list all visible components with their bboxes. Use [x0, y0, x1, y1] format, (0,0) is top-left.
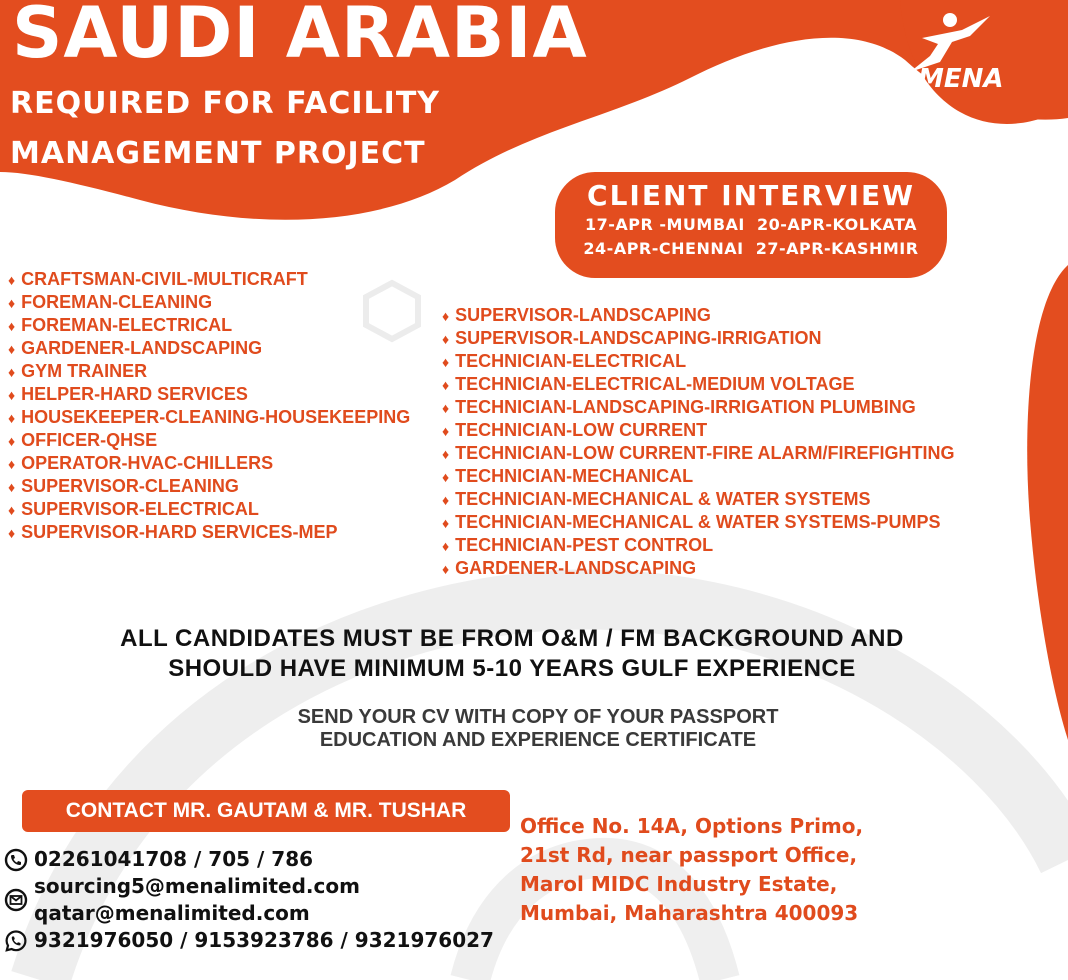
- job-title: SUPERVISOR-HARD SERVICES-MEP: [21, 522, 338, 542]
- email-icon: [4, 888, 28, 912]
- job-item: [442, 373, 954, 396]
- diamond-bullet-icon: ♦: [442, 308, 450, 324]
- whatsapp-icon: [4, 929, 28, 953]
- job-item: [8, 383, 410, 406]
- job-title: HOUSEKEEPER-CLEANING-HOUSEKEEPING: [21, 407, 411, 427]
- requirement-line-2: SHOULD HAVE MINIMUM 5-10 YEARS GULF EXPERIENCE: [168, 655, 856, 682]
- job-item: [8, 291, 410, 314]
- diamond-bullet-icon: ♦: [8, 318, 16, 334]
- job-title: TECHNICIAN-LANDSCAPING-IRRIGATION PLUMBING: [455, 397, 916, 417]
- address-line-4: Mumbai, Maharashtra 400093: [520, 901, 859, 925]
- diamond-bullet-icon: ♦: [8, 525, 16, 541]
- requirement-text: [0, 624, 1024, 684]
- job-title: GYM TRAINER: [21, 361, 148, 381]
- diamond-bullet-icon: ♦: [8, 272, 16, 288]
- diamond-bullet-icon: ♦: [8, 387, 16, 403]
- interview-dates-line-1: 17-APR -MUMBAI 20-APR-KOLKATA: [584, 215, 918, 234]
- diamond-bullet-icon: ♦: [8, 410, 16, 426]
- right-side-arc: [1027, 265, 1068, 740]
- job-item: [442, 304, 954, 327]
- job-title: OFFICER-QHSE: [21, 430, 158, 450]
- diamond-bullet-icon: ♦: [8, 456, 16, 472]
- job-title: SUPERVISOR-LANDSCAPING-IRRIGATION: [455, 328, 822, 348]
- phone-icon: [4, 848, 28, 872]
- job-item: [442, 465, 954, 488]
- diamond-bullet-icon: ♦: [8, 433, 16, 449]
- job-title: SUPERVISOR-CLEANING: [21, 476, 239, 496]
- job-item: [442, 327, 954, 350]
- job-item: [8, 268, 410, 291]
- job-title: SUPERVISOR-ELECTRICAL: [21, 499, 259, 519]
- job-item: [8, 521, 410, 544]
- job-item: [442, 534, 954, 557]
- job-title: FOREMAN-CLEANING: [21, 292, 213, 312]
- diamond-bullet-icon: ♦: [442, 538, 450, 554]
- job-title: TECHNICIAN-MECHANICAL: [455, 466, 694, 486]
- address-line-1: Office No. 14A, Options Primo,: [520, 814, 864, 838]
- job-item: [442, 557, 954, 580]
- phone-number[interactable]: 02261041708 / 705 / 786: [34, 847, 314, 871]
- send-cv-line-2: EDUCATION AND EXPERIENCE CERTIFICATE: [319, 729, 757, 751]
- job-title: GARDENER-LANDSCAPING: [455, 558, 697, 578]
- diamond-bullet-icon: ♦: [442, 469, 450, 485]
- contact-banner: CONTACT MR. GAUTAM & MR. TUSHAR: [22, 790, 510, 832]
- diamond-bullet-icon: ♦: [442, 331, 450, 347]
- whatsapp-numbers[interactable]: 9321976050 / 9153923786 / 9321976027: [34, 928, 494, 952]
- job-title: TECHNICIAN-ELECTRICAL: [455, 351, 687, 371]
- job-title: TECHNICIAN-MECHANICAL & WATER SYSTEMS: [455, 489, 871, 509]
- job-item: [8, 475, 410, 498]
- office-address: [520, 812, 863, 928]
- job-title: TECHNICIAN-LOW CURRENT: [455, 420, 708, 440]
- job-title: HELPER-HARD SERVICES: [21, 384, 248, 404]
- job-item: [8, 314, 410, 337]
- whatsapp-row: [4, 927, 494, 954]
- job-title: TECHNICIAN-ELECTRICAL-MEDIUM VOLTAGE: [455, 374, 855, 394]
- diamond-bullet-icon: ♦: [442, 446, 450, 462]
- address-line-3: Marol MIDC Industry Estate,: [520, 872, 838, 896]
- job-title: TECHNICIAN-PEST CONTROL: [455, 535, 714, 555]
- diamond-bullet-icon: ♦: [8, 295, 16, 311]
- job-item: [8, 337, 410, 360]
- subtitle-line-2: MANAGEMENT PROJECT: [10, 136, 426, 171]
- interview-title: CLIENT INTERVIEW: [587, 179, 915, 212]
- send-cv-line-1: SEND YOUR CV WITH COPY OF YOUR PASSPORT: [297, 706, 779, 728]
- mena-logo-text: MENA: [918, 64, 1004, 94]
- interview-dates-line-2: 24-APR-CHENNAI 27-APR-KASHMIR: [583, 239, 919, 258]
- job-title: TECHNICIAN-LOW CURRENT-FIRE ALARM/FIREFIGHTING: [455, 443, 955, 463]
- diamond-bullet-icon: ♦: [8, 502, 16, 518]
- client-interview-box: [555, 172, 947, 278]
- email-address-2[interactable]: qatar@menalimited.com: [34, 901, 310, 925]
- email-address-1[interactable]: sourcing5@menalimited.com: [34, 874, 360, 898]
- job-title: TECHNICIAN-MECHANICAL & WATER SYSTEMS-PUMPS: [455, 512, 941, 532]
- diamond-bullet-icon: ♦: [442, 400, 450, 416]
- job-item: [442, 419, 954, 442]
- job-list-right: [442, 304, 954, 580]
- job-item: [8, 429, 410, 452]
- send-cv-text: [0, 706, 1068, 752]
- job-item: [8, 360, 410, 383]
- email-list: [34, 873, 360, 927]
- diamond-bullet-icon: ♦: [8, 364, 16, 380]
- diamond-bullet-icon: ♦: [8, 341, 16, 357]
- diamond-bullet-icon: ♦: [442, 354, 450, 370]
- subtitle-line-1: REQUIRED FOR FACILITY: [10, 86, 441, 121]
- job-item: [442, 442, 954, 465]
- job-title: CRAFTSMAN-CIVIL-MULTICRAFT: [21, 269, 308, 289]
- job-title: FOREMAN-ELECTRICAL: [21, 315, 233, 335]
- contact-details: [4, 846, 494, 954]
- job-item: [442, 511, 954, 534]
- diamond-bullet-icon: ♦: [442, 515, 450, 531]
- requirement-line-1: ALL CANDIDATES MUST BE FROM O&M / FM BACKGROUND AND: [120, 625, 904, 652]
- job-title: SUPERVISOR-LANDSCAPING: [455, 305, 711, 325]
- job-item: [8, 452, 410, 475]
- job-title: GARDENER-LANDSCAPING: [21, 338, 263, 358]
- job-title: OPERATOR-HVAC-CHILLERS: [21, 453, 274, 473]
- page-title: SAUDI ARABIA: [12, 0, 588, 74]
- job-item: [442, 396, 954, 419]
- email-row: [4, 873, 494, 927]
- job-item: [8, 498, 410, 521]
- job-item: [8, 406, 410, 429]
- diamond-bullet-icon: ♦: [442, 492, 450, 508]
- diamond-bullet-icon: ♦: [442, 561, 450, 577]
- job-list-left: [8, 268, 410, 544]
- address-line-2: 21st Rd, near passport Office,: [520, 843, 858, 867]
- phone-row: [4, 846, 494, 873]
- diamond-bullet-icon: ♦: [442, 377, 450, 393]
- diamond-bullet-icon: ♦: [442, 423, 450, 439]
- job-item: [442, 488, 954, 511]
- job-item: [442, 350, 954, 373]
- diamond-bullet-icon: ♦: [8, 479, 16, 495]
